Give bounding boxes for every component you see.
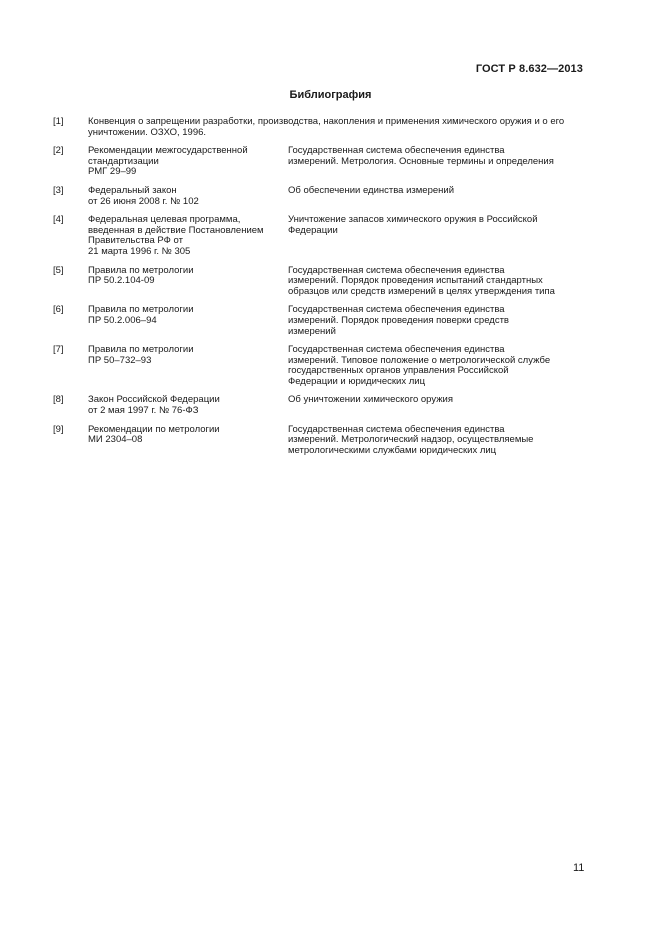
- bib-source: Федеральная целевая программа, введенная в действие Постановлением Правительства РФ от 21 марта 1996 г. № 305: [88, 214, 264, 257]
- bib-title: Государственная система обеспечения единства измерений. Порядок проведения испытаний стандартных образцов или средств измерений в целях утверждения типа: [288, 264, 555, 297]
- bib-entry-5: [53, 266, 578, 298]
- bib-number: [4]: [53, 214, 64, 226]
- bib-source: Закон Российской Федерации от 2 мая 1997 г. № 76-ФЗ: [88, 394, 220, 417]
- page-title: Библиография: [289, 89, 372, 101]
- bib-source: Рекомендации по метрологии МИ 2304–08: [88, 423, 220, 446]
- bib-source: Федеральный закон от 26 июня 2008 г. № 102: [88, 184, 199, 207]
- bib-entry-4: [53, 215, 578, 257]
- bib-number: [6]: [53, 304, 64, 316]
- bib-title: Государственная система обеспечения единства измерений. Типовое положение о метрологической службе государственных органов управления Российской Федерации и юридических лиц: [288, 344, 551, 387]
- bib-title: Об уничтожении химического оружия: [288, 394, 454, 406]
- bib-entry-8: [53, 395, 578, 416]
- bib-title: Об обеспечении единства измерений: [288, 184, 455, 196]
- bib-number: [3]: [53, 184, 64, 196]
- bib-title: Государственная система обеспечения единства измерений. Метрология. Основные термины и определения: [288, 145, 554, 167]
- bib-number: [7]: [53, 344, 64, 356]
- page-number: 11: [573, 862, 585, 874]
- bib-source: Правила по метрологии ПР 50.2.006–94: [88, 304, 194, 326]
- bib-source: Рекомендации межгосударственной стандартизации РМГ 29–99: [88, 145, 248, 178]
- bib-full-text: Конвенция о запрещении разработки, производства, накопления и применения химического оружия и о его уничтожении. ОЗХО, 1996.: [88, 116, 565, 138]
- bib-title: Государственная система обеспечения единства измерений. Порядок проведения поверки средств измерений: [288, 304, 509, 337]
- document-code: ГОСТ Р 8.632—2013: [475, 63, 583, 75]
- bib-number: [1]: [53, 116, 64, 127]
- bib-number: [9]: [53, 423, 64, 435]
- bib-number: [8]: [53, 394, 64, 406]
- bib-source: Правила по метрологии ПР 50.2.104-09: [88, 264, 194, 287]
- bib-entry-9: [53, 425, 578, 457]
- bib-entry-1: [53, 117, 578, 138]
- bib-entry-7: [53, 345, 578, 387]
- bib-entry-2: [53, 146, 578, 178]
- bib-number: [5]: [53, 264, 64, 276]
- bib-title: Государственная система обеспечения единства измерений. Метрологический надзор, осуществляемые метрологическими службами юридических лиц: [288, 423, 534, 456]
- bib-number: [2]: [53, 145, 64, 157]
- bib-title: Уничтожение запасов химического оружия в Российской Федерации: [288, 214, 538, 236]
- bib-entry-6: [53, 305, 578, 337]
- bib-source: Правила по метрологии ПР 50–732–93: [88, 344, 194, 366]
- bib-entry-3: [53, 186, 578, 207]
- bibliography-list: [53, 117, 578, 464]
